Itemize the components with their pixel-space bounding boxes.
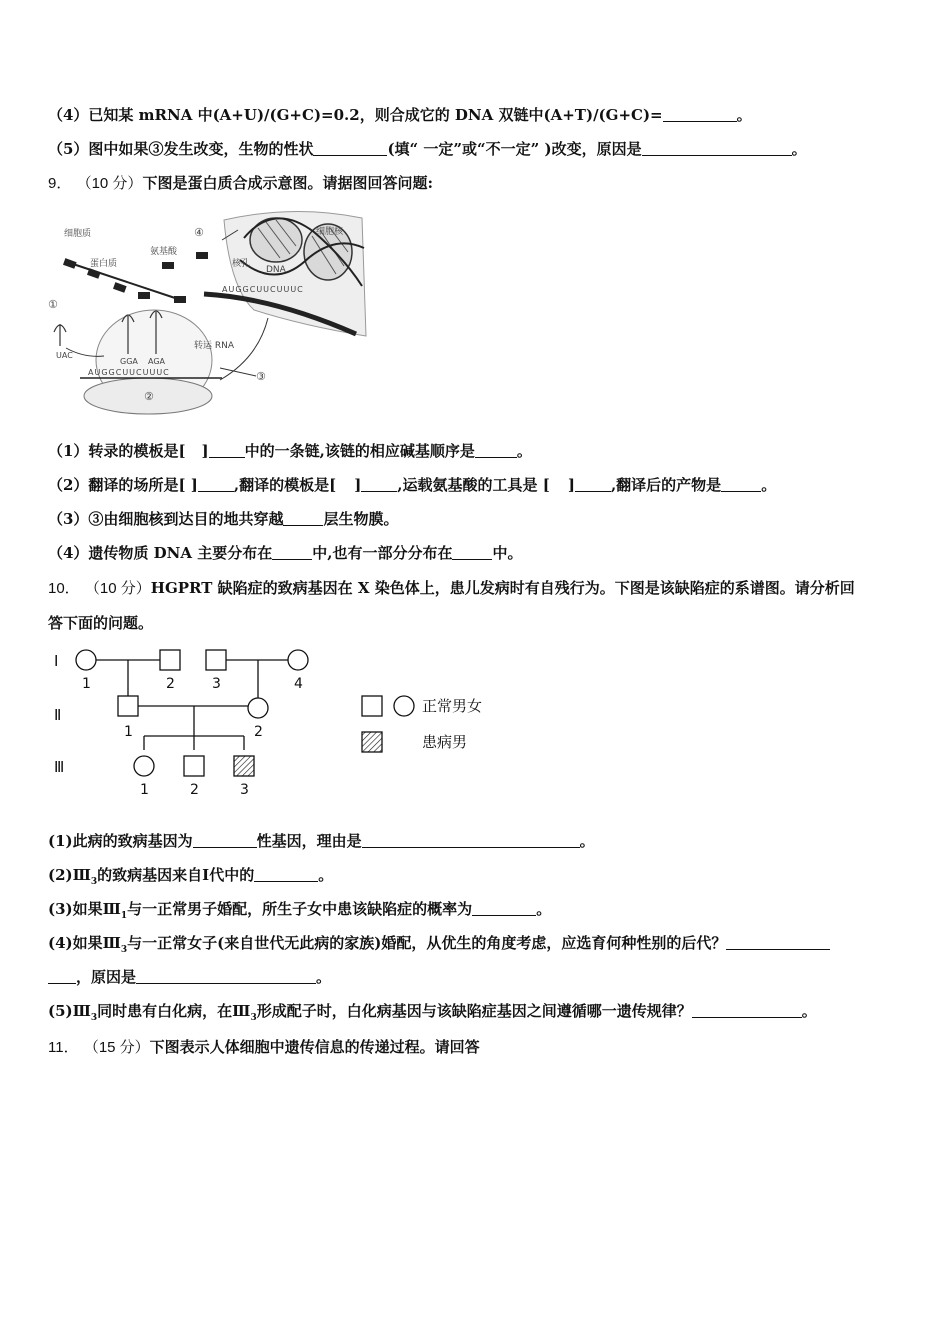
answer-blank[interactable] bbox=[472, 901, 536, 916]
question-number: 10． bbox=[48, 580, 80, 597]
answer-blank[interactable] bbox=[193, 833, 257, 848]
answer-blank[interactable] bbox=[313, 141, 387, 156]
answer-blank[interactable] bbox=[663, 107, 737, 122]
label-nuclear-pore: 核孔 bbox=[232, 259, 251, 269]
pedigree-female-II2 bbox=[248, 698, 268, 718]
question-score: （10 分） bbox=[84, 580, 151, 597]
question-stem-continued: 答下面的问题。 bbox=[48, 614, 154, 632]
legend-affected-icon bbox=[362, 732, 382, 752]
q11-stem bbox=[48, 1036, 480, 1057]
answer-blank[interactable] bbox=[198, 477, 234, 492]
pedigree-chart bbox=[44, 640, 514, 805]
question-stem: 下图表示人体细胞中遗传信息的传递过程。请回答 bbox=[149, 1038, 480, 1056]
q10-sub5 bbox=[48, 1000, 817, 1023]
q8-sub4-text: （4）已知某 mRNA 中(A+U)/(G+C)=0.2，则合成它的 DNA 双链中(A+T)/(G+C)= bbox=[48, 106, 663, 124]
label-mark-2: ② bbox=[144, 390, 154, 403]
legend-male-icon bbox=[362, 696, 382, 716]
answer-blank[interactable] bbox=[209, 443, 245, 458]
q10-stem-cont bbox=[48, 612, 153, 633]
generation-label-1: Ⅰ bbox=[54, 652, 59, 670]
q10-sub4-cont bbox=[48, 966, 331, 987]
q10-sub3-end: 。 bbox=[536, 900, 552, 918]
q10-sub4-end: 。 bbox=[316, 968, 332, 986]
protein-synthesis-diagram bbox=[44, 208, 374, 420]
q10-sub5-text3: 形成配子时，白化病基因与该缺陷症基因之间遵循哪一遗传规律？ bbox=[256, 1002, 692, 1020]
q10-sub5-text: (5)Ⅲ bbox=[48, 1002, 91, 1020]
label-mrna-sequence: AUGGCUUCUUUC bbox=[88, 368, 170, 377]
legend-female-icon bbox=[394, 696, 414, 716]
label-mark-3: ③ bbox=[256, 370, 266, 383]
bracket-blank[interactable] bbox=[186, 444, 202, 458]
q9-sub4-text: （4）遗传物质 DNA 主要分布在 bbox=[48, 544, 273, 562]
q9-sub2-bracket2: ] bbox=[567, 476, 575, 494]
q9-sub2-text: （2）翻译的场所是[ ] bbox=[48, 476, 198, 494]
label-cytoplasm: 细胞质 bbox=[64, 229, 92, 239]
q9-sub1-end: 。 bbox=[516, 442, 532, 460]
q10-sub4-text2: 与一正常女子(来自世代无此病的家族)婚配，从优生的角度考虑，应选育何种性别的后代？ bbox=[127, 934, 727, 952]
q10-sub5-end: 。 bbox=[801, 1002, 817, 1020]
q8-sub5-text2: (填“ 一定”或“不一定” )改变，原因是 bbox=[387, 140, 642, 158]
answer-blank[interactable] bbox=[362, 833, 580, 848]
answer-blank[interactable] bbox=[452, 545, 492, 560]
pedigree-number: 3 bbox=[240, 782, 249, 798]
q8-sub4 bbox=[48, 104, 752, 125]
generation-label-3: Ⅲ bbox=[54, 758, 65, 776]
label-protein: 蛋白质 bbox=[90, 259, 118, 269]
q10-sub1 bbox=[48, 830, 595, 851]
label-anticodon-3: AGA bbox=[148, 357, 166, 366]
bracket-blank[interactable] bbox=[336, 478, 354, 492]
q9-sub1-text2: 中的一条链,该链的相应碱基顺序是 bbox=[244, 442, 475, 460]
q9-sub2-end: 。 bbox=[761, 476, 777, 494]
pedigree-female-I4 bbox=[288, 650, 308, 670]
pedigree-male-I2 bbox=[160, 650, 180, 670]
q10-sub3-text2: 与一正常男子婚配，所生子女中患该缺陷症的概率为 bbox=[127, 900, 473, 918]
q9-sub2-text3: ,运载氨基酸的工具是 [ bbox=[397, 476, 550, 494]
q9-sub4 bbox=[48, 542, 523, 563]
answer-blank[interactable] bbox=[726, 935, 830, 950]
label-nucleus: 细胞核 bbox=[316, 227, 344, 237]
question-number: 11． bbox=[48, 1039, 79, 1056]
q9-sub4-end: 中。 bbox=[492, 544, 523, 562]
pedigree-female-I1 bbox=[76, 650, 96, 670]
legend-normal-label: 正常男女 bbox=[422, 697, 483, 715]
pedigree-female-III1 bbox=[134, 756, 154, 776]
answer-blank[interactable] bbox=[48, 969, 76, 984]
answer-blank[interactable] bbox=[272, 545, 312, 560]
pedigree-number: 3 bbox=[212, 676, 221, 692]
q10-sub3-text: (3)如果Ⅲ bbox=[48, 900, 121, 918]
pedigree-number: 1 bbox=[124, 724, 133, 740]
q10-sub4 bbox=[48, 932, 830, 955]
pedigree-number: 2 bbox=[254, 724, 263, 740]
q8-sub4-end: 。 bbox=[736, 106, 752, 124]
q10-sub2 bbox=[48, 864, 333, 887]
answer-blank[interactable] bbox=[692, 1003, 802, 1018]
q9-sub3-end: 层生物膜。 bbox=[323, 510, 399, 528]
answer-blank[interactable] bbox=[361, 477, 397, 492]
question-score: （15 分） bbox=[83, 1039, 150, 1056]
q10-sub5-text2: 同时患有白化病，在Ⅲ bbox=[97, 1002, 251, 1020]
question-stem: HGPRT 缺陷症的致病基因在 X 染色体上，患儿发病时有自残行为。下图是该缺陷症的系谱图。请分析回 bbox=[150, 579, 855, 597]
q10-sub1-end: 。 bbox=[579, 832, 595, 850]
q9-sub3-text: （3）③由细胞核到达目的地共穿越 bbox=[48, 510, 284, 528]
q9-sub1 bbox=[48, 440, 532, 461]
pedigree-male-III2 bbox=[184, 756, 204, 776]
q10-sub4-text3: ，原因是 bbox=[76, 968, 137, 986]
q9-sub2-bracket: ] bbox=[354, 476, 362, 494]
q10-sub3 bbox=[48, 898, 551, 921]
q9-sub1-text: （1）转录的模板是[ bbox=[48, 442, 186, 460]
label-nuclear-mrna-sequence: AUGGCUUCUUUC bbox=[222, 285, 304, 294]
answer-blank[interactable] bbox=[642, 141, 792, 156]
generation-label-2: Ⅱ bbox=[54, 706, 62, 724]
pedigree-male-I3 bbox=[206, 650, 226, 670]
pedigree-number: 2 bbox=[166, 676, 175, 692]
subscript: 3 bbox=[90, 1013, 98, 1023]
label-mark-4: ④ bbox=[194, 226, 204, 239]
q9-sub2-text2: ,翻译的模板是[ bbox=[233, 476, 337, 494]
pedigree-number: 4 bbox=[294, 676, 303, 692]
subscript: 3 bbox=[250, 1013, 257, 1023]
pedigree-male-II1 bbox=[118, 696, 138, 716]
pedigree-number: 2 bbox=[190, 782, 199, 798]
q8-sub5-end: 。 bbox=[791, 140, 807, 158]
q10-sub4-text: (4)如果Ⅲ bbox=[48, 934, 121, 952]
q9-sub2-text4: ,翻译后的产物是 bbox=[610, 476, 722, 494]
q9-stem bbox=[48, 172, 433, 193]
answer-blank[interactable] bbox=[575, 477, 611, 492]
subscript: 3 bbox=[120, 945, 128, 955]
answer-blank[interactable] bbox=[136, 969, 316, 984]
question-score: （10 分） bbox=[76, 175, 143, 192]
label-dna: DNA bbox=[266, 265, 286, 275]
answer-blank[interactable] bbox=[721, 477, 761, 492]
label-anticodon-1: UAC bbox=[56, 351, 73, 360]
question-stem: 下图是蛋白质合成示意图。请据图回答问题: bbox=[142, 174, 433, 192]
bracket-blank[interactable] bbox=[550, 478, 568, 492]
label-anticodon-2: GGA bbox=[120, 357, 138, 366]
q10-stem bbox=[48, 577, 855, 598]
q10-sub1-text: (1)此病的致病基因为 bbox=[48, 832, 193, 850]
pedigree-number: 1 bbox=[82, 676, 91, 692]
label-amino-acid: 氨基酸 bbox=[150, 247, 178, 257]
q9-sub3 bbox=[48, 508, 398, 529]
label-mark-1: ① bbox=[48, 298, 58, 311]
question-number: 9． bbox=[48, 175, 72, 192]
pedigree-affected-male-III3 bbox=[234, 756, 254, 776]
answer-blank[interactable] bbox=[475, 443, 517, 458]
label-trna: 转运 RNA bbox=[194, 341, 235, 351]
q9-sub2 bbox=[48, 474, 776, 495]
answer-blank[interactable] bbox=[254, 867, 318, 882]
q9-sub4-text2: 中,也有一部分分布在 bbox=[312, 544, 453, 562]
legend-affected-label: 患病男 bbox=[422, 733, 468, 751]
answer-blank[interactable] bbox=[283, 511, 323, 526]
subscript: 1 bbox=[120, 911, 128, 921]
subscript: 3 bbox=[90, 877, 98, 887]
q10-sub1-text2: 性基因，理由是 bbox=[256, 832, 362, 850]
q8-sub5-text: （5）图中如果③发生改变，生物的性状 bbox=[48, 140, 314, 158]
q8-sub5 bbox=[48, 138, 807, 159]
pedigree-number: 1 bbox=[140, 782, 149, 798]
q10-sub2-end: 。 bbox=[318, 866, 334, 884]
q10-sub2-text2: 的致病基因来自Ⅰ代中的 bbox=[97, 866, 255, 884]
q10-sub2-text: (2)Ⅲ bbox=[48, 866, 91, 884]
q9-sub1-bracket: ] bbox=[201, 442, 209, 460]
